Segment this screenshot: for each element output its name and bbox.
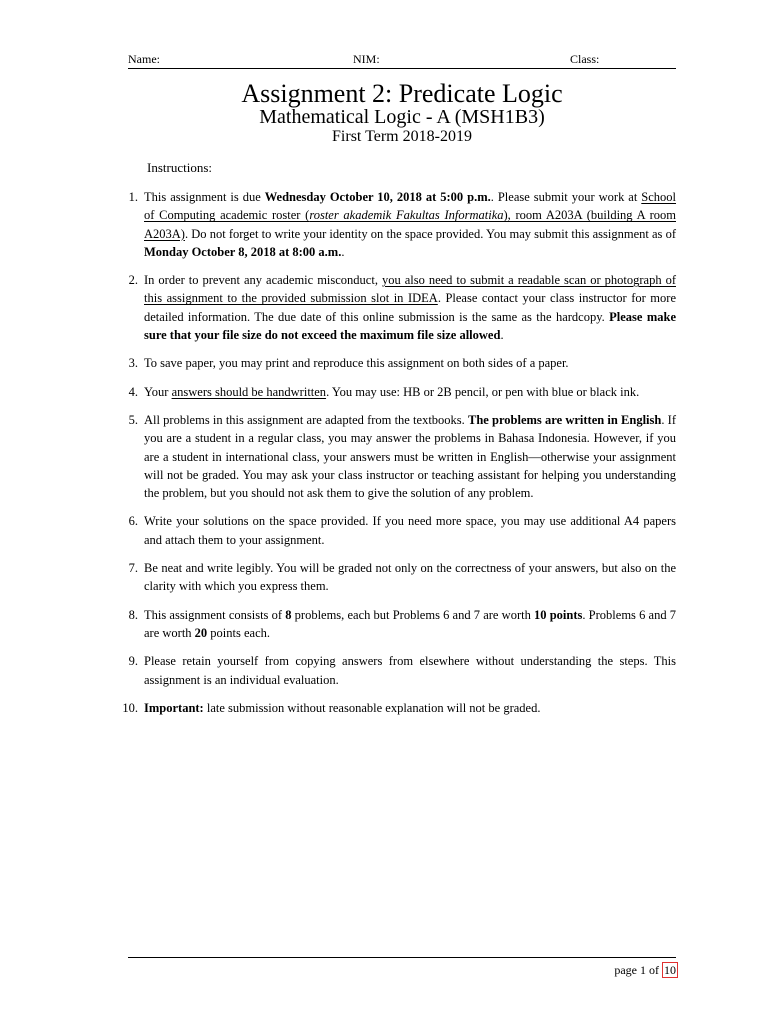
item-text: . Do not forget to write your identity on the space provided. You may submit this assignment as of	[184, 226, 676, 241]
item-bold: Important:	[144, 700, 204, 715]
page-indicator: page 1 of	[614, 963, 662, 977]
item-number: 1.	[128, 190, 138, 204]
page-footer	[614, 962, 678, 978]
list-item	[128, 271, 676, 344]
item-number: 5.	[128, 412, 138, 427]
item-number: 2.	[128, 273, 138, 288]
item-bold: The problems are written in English	[467, 412, 662, 427]
list-item	[128, 354, 676, 372]
item-bold: 10 points	[534, 607, 583, 622]
item-number: 9.	[128, 654, 138, 669]
item-text: .	[341, 244, 345, 259]
item-bold: Wednesday October 10, 2018 at 5:00 p.m.	[264, 190, 491, 204]
item-text: . Please submit your work at	[490, 190, 642, 204]
header-rule	[128, 68, 676, 69]
item-text: Be neat and write legibly. You will be graded not only on the correctness of your answers, but also on the clarity with which you express them.	[144, 561, 676, 594]
item-text: Write your solutions on the space provided. If you need more space, you may use additional A4 papers and attach them to your assignment.	[144, 514, 676, 547]
footer-rule	[128, 957, 676, 958]
item-text: . If you are a student in a regular class, you may answer the problems in Bahasa Indonesia. However, if you are a student in international class, your answers must be written in English—otherwise your assignment will not be graded. You may ask your class instructor or teaching assistant for helping you understanding the problem, but you should not ask them to give the solution of any problem.	[144, 412, 676, 501]
item-text: late submission without reasonable explanation will not be graded.	[203, 700, 541, 715]
item-text: In order to prevent any academic misconduct,	[144, 273, 382, 288]
item-text: Please retain yourself from copying answers from elsewhere without understanding the steps. This assignment is an individual evaluation.	[144, 654, 676, 687]
item-number: 4.	[128, 384, 138, 399]
item-number: 8.	[128, 607, 138, 622]
list-item	[128, 188, 677, 261]
item-number: 6.	[128, 514, 138, 529]
list-item	[128, 652, 676, 689]
item-text: . Please contact your class instructor for more detailed information. The due date of this online submission is the same as the hardcopy.	[144, 291, 676, 324]
item-number: 10.	[122, 700, 138, 715]
item-italic: roster akademik Fakultas Informatika	[309, 208, 504, 223]
list-item	[128, 559, 676, 596]
total-pages-link[interactable]: 10	[664, 963, 676, 977]
list-item	[128, 512, 676, 549]
item-text: . You may use: HB or 2B pencil, or pen with blue or black ink.	[326, 384, 640, 399]
item-text: This assignment is due	[144, 190, 265, 204]
class-label: Class:	[570, 52, 600, 66]
list-item	[128, 606, 677, 643]
item-underlined: ), room A203A (building A room A203A)	[144, 208, 676, 241]
nim-label: NIM:	[353, 52, 380, 66]
item-underlined: School of Computing academic roster (	[144, 190, 677, 223]
item-text: Your	[144, 384, 172, 399]
item-number: 7.	[128, 561, 138, 576]
list-item	[128, 411, 676, 502]
item-underlined: answers should be handwritten	[171, 384, 327, 399]
course-subtitle: Mathematical Logic - A (MSH1B3)	[259, 106, 545, 128]
list-item	[122, 699, 676, 717]
item-text: To save paper, you may print and reproduce this assignment on both sides of a paper.	[144, 356, 569, 371]
instructions-heading: Instructions:	[147, 160, 212, 175]
item-text: .	[500, 328, 504, 343]
item-bold: 20	[194, 625, 208, 640]
item-text: This assignment consists of	[144, 607, 286, 622]
item-text: . Problems 6 and 7 are worth	[144, 607, 677, 640]
page-title: Assignment 2: Predicate Logic	[241, 79, 563, 108]
item-bold: Please make sure that your file size do not exceed the maximum file size allowed	[144, 309, 676, 343]
term-line: First Term 2018-2019	[332, 128, 472, 145]
item-text: All problems in this assignment are adapted from the textbooks.	[144, 412, 468, 427]
list-item	[128, 383, 676, 401]
item-number: 3.	[128, 356, 138, 371]
name-label: Name:	[128, 52, 160, 66]
identity-header	[128, 52, 676, 68]
instructions-list	[122, 188, 677, 727]
item-text: points each.	[207, 625, 271, 640]
item-bold: Monday October 8, 2018 at 8:00 a.m.	[144, 244, 342, 259]
item-bold: 8	[285, 607, 292, 622]
item-text: problems, each but Problems 6 and 7 are worth	[291, 607, 535, 622]
item-underlined: you also need to submit a readable scan or photograph of this assignment to the provided submission slot in IDEA	[144, 273, 676, 306]
